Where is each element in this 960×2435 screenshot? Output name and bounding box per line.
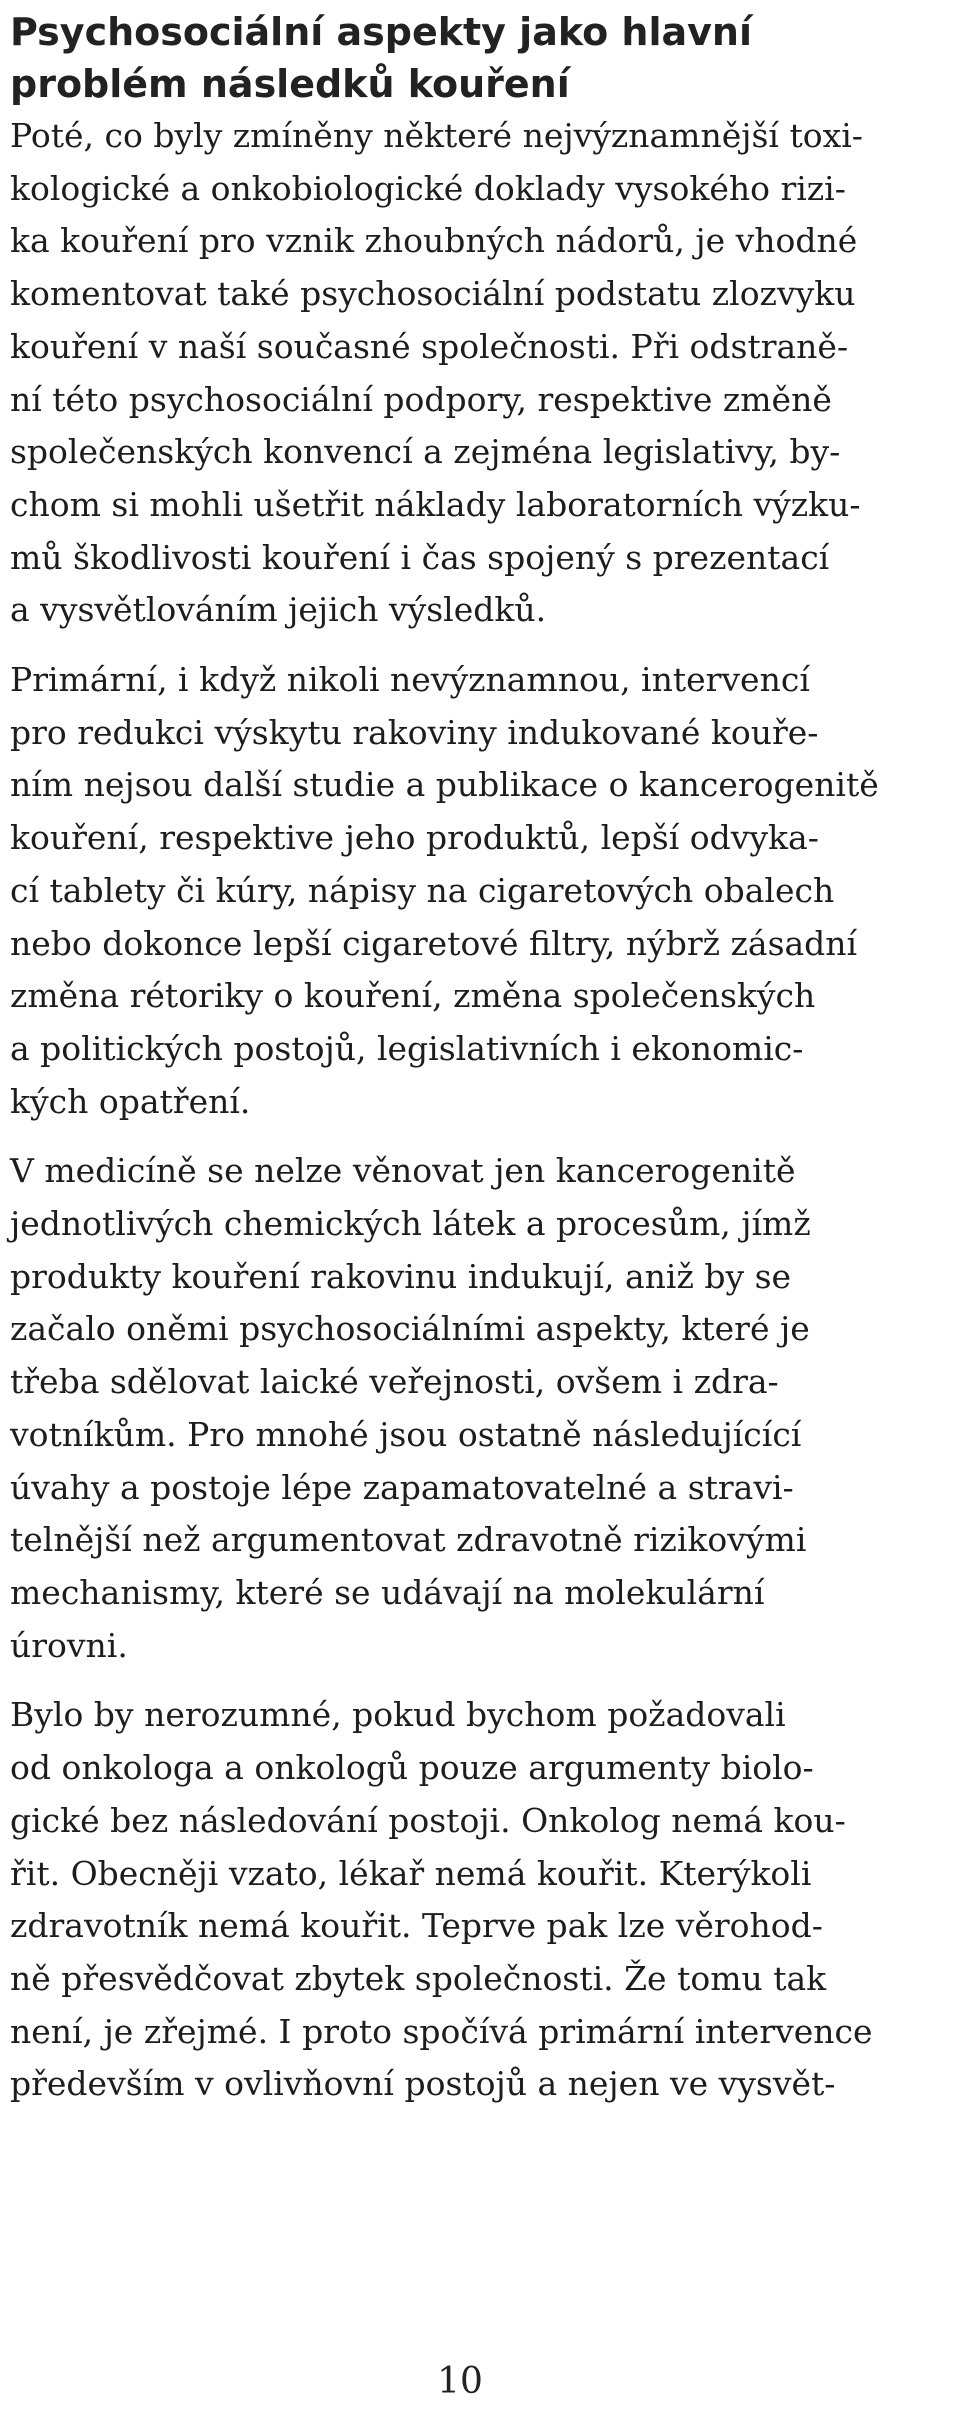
section-heading (10, 6, 950, 110)
text-line: od onkologa a onkologů pouze argumenty biolo- (10, 1748, 814, 1788)
text-line: kouření v naší současné společnosti. Při odstraně- (10, 326, 849, 366)
text-line: cí tablety či kúry, nápisy na cigaretových obalech (10, 870, 835, 910)
heading-line: Psychosociální aspekty jako hlavní (10, 10, 753, 54)
text-line: ní této psychosociální podpory, respektive změně (10, 379, 832, 419)
text-line: především v ovlivňovní postojů a nejen ve vysvět- (10, 2064, 836, 2104)
text-line: mů škodlivosti kouření i čas spojený s prezentací (10, 537, 830, 577)
paragraph-1 (10, 110, 950, 637)
text-line: zdravotník nemá kouřit. Teprve pak lze věrohod- (10, 1906, 823, 1946)
text-line: společenských konvencí a zejména legislativy, by- (10, 432, 841, 472)
text-line: třeba sdělovat laické veřejnosti, ovšem i zdra- (10, 1362, 779, 1402)
text-line: chom si mohli ušetřit náklady laboratorních výzku- (10, 484, 861, 524)
text-line: Poté, co byly zmíněny některé nejvýznamnější toxi- (10, 116, 863, 155)
text-line: kých opatření. (10, 1081, 251, 1121)
text-line: gické bez následování postoji. Onkolog nemá kou- (10, 1800, 846, 1840)
text-line: telnější než argumentovat zdravotně rizikovými (10, 1520, 807, 1560)
text-line: není, je zřejmé. I proto spočívá primární intervence (10, 2011, 873, 2051)
text-line: votníkům. Pro mnohé jsou ostatně následujícící (10, 1414, 802, 1454)
text-line: úrovni. (10, 1625, 128, 1665)
paragraph-4 (10, 1689, 950, 2111)
text-line: kologické a onkobiologické doklady vysokého rizi- (10, 168, 846, 208)
text-line: komentovat také psychosociální podstatu zlozvyku (10, 274, 856, 314)
text-line: mechanismy, které se udávají na molekulární (10, 1572, 765, 1612)
text-line: Primární, i když nikoli nevýznamnou, intervencí (10, 660, 810, 700)
text-line: úvahy a postoje lépe zapamatovatelné a stravi- (10, 1467, 794, 1507)
text-line: řit. Obecněji vzato, lékař nemá kouřit. Kterýkoli (10, 1853, 812, 1893)
text-line: jednotlivých chemických látek a procesům, jímž (10, 1204, 811, 1244)
text-line: nebo dokonce lepší cigaretové filtry, nýbrž zásadní (10, 923, 858, 963)
text-line: Bylo by nerozumné, pokud bychom požadovali (10, 1695, 786, 1735)
paragraph-2 (10, 654, 950, 1128)
text-line: produkty kouření rakovinu indukují, aniž by se (10, 1256, 792, 1296)
text-line: pro redukci výskytu rakoviny indukované kouře- (10, 712, 819, 752)
text-line: ním nejsou další studie a publikace o kancerogenitě (10, 765, 879, 805)
text-line: začalo oněmi psychosociálními aspekty, které je (10, 1309, 810, 1349)
heading-line: problém následků kouření (10, 62, 570, 106)
text-line: a politických postojů, legislativních i ekonomic- (10, 1028, 804, 1068)
paragraph-3 (10, 1145, 950, 1672)
page-number: 10 (437, 2361, 483, 2402)
text-line: změna rétoriky o kouření, změna společenských (10, 976, 816, 1016)
text-line: ně přesvědčovat zbytek společnosti. Že tomu tak (10, 1958, 827, 1998)
text-line: ka kouření pro vznik zhoubných nádorů, je vhodné (10, 221, 858, 261)
text-line: V medicíně se nelze věnovat jen kancerogenitě (10, 1151, 796, 1191)
text-line: a vysvětlováním jejich výsledků. (10, 590, 547, 630)
text-line: kouření, respektive jeho produktů, lepší odvyka- (10, 818, 819, 858)
page-content (10, 0, 950, 2128)
